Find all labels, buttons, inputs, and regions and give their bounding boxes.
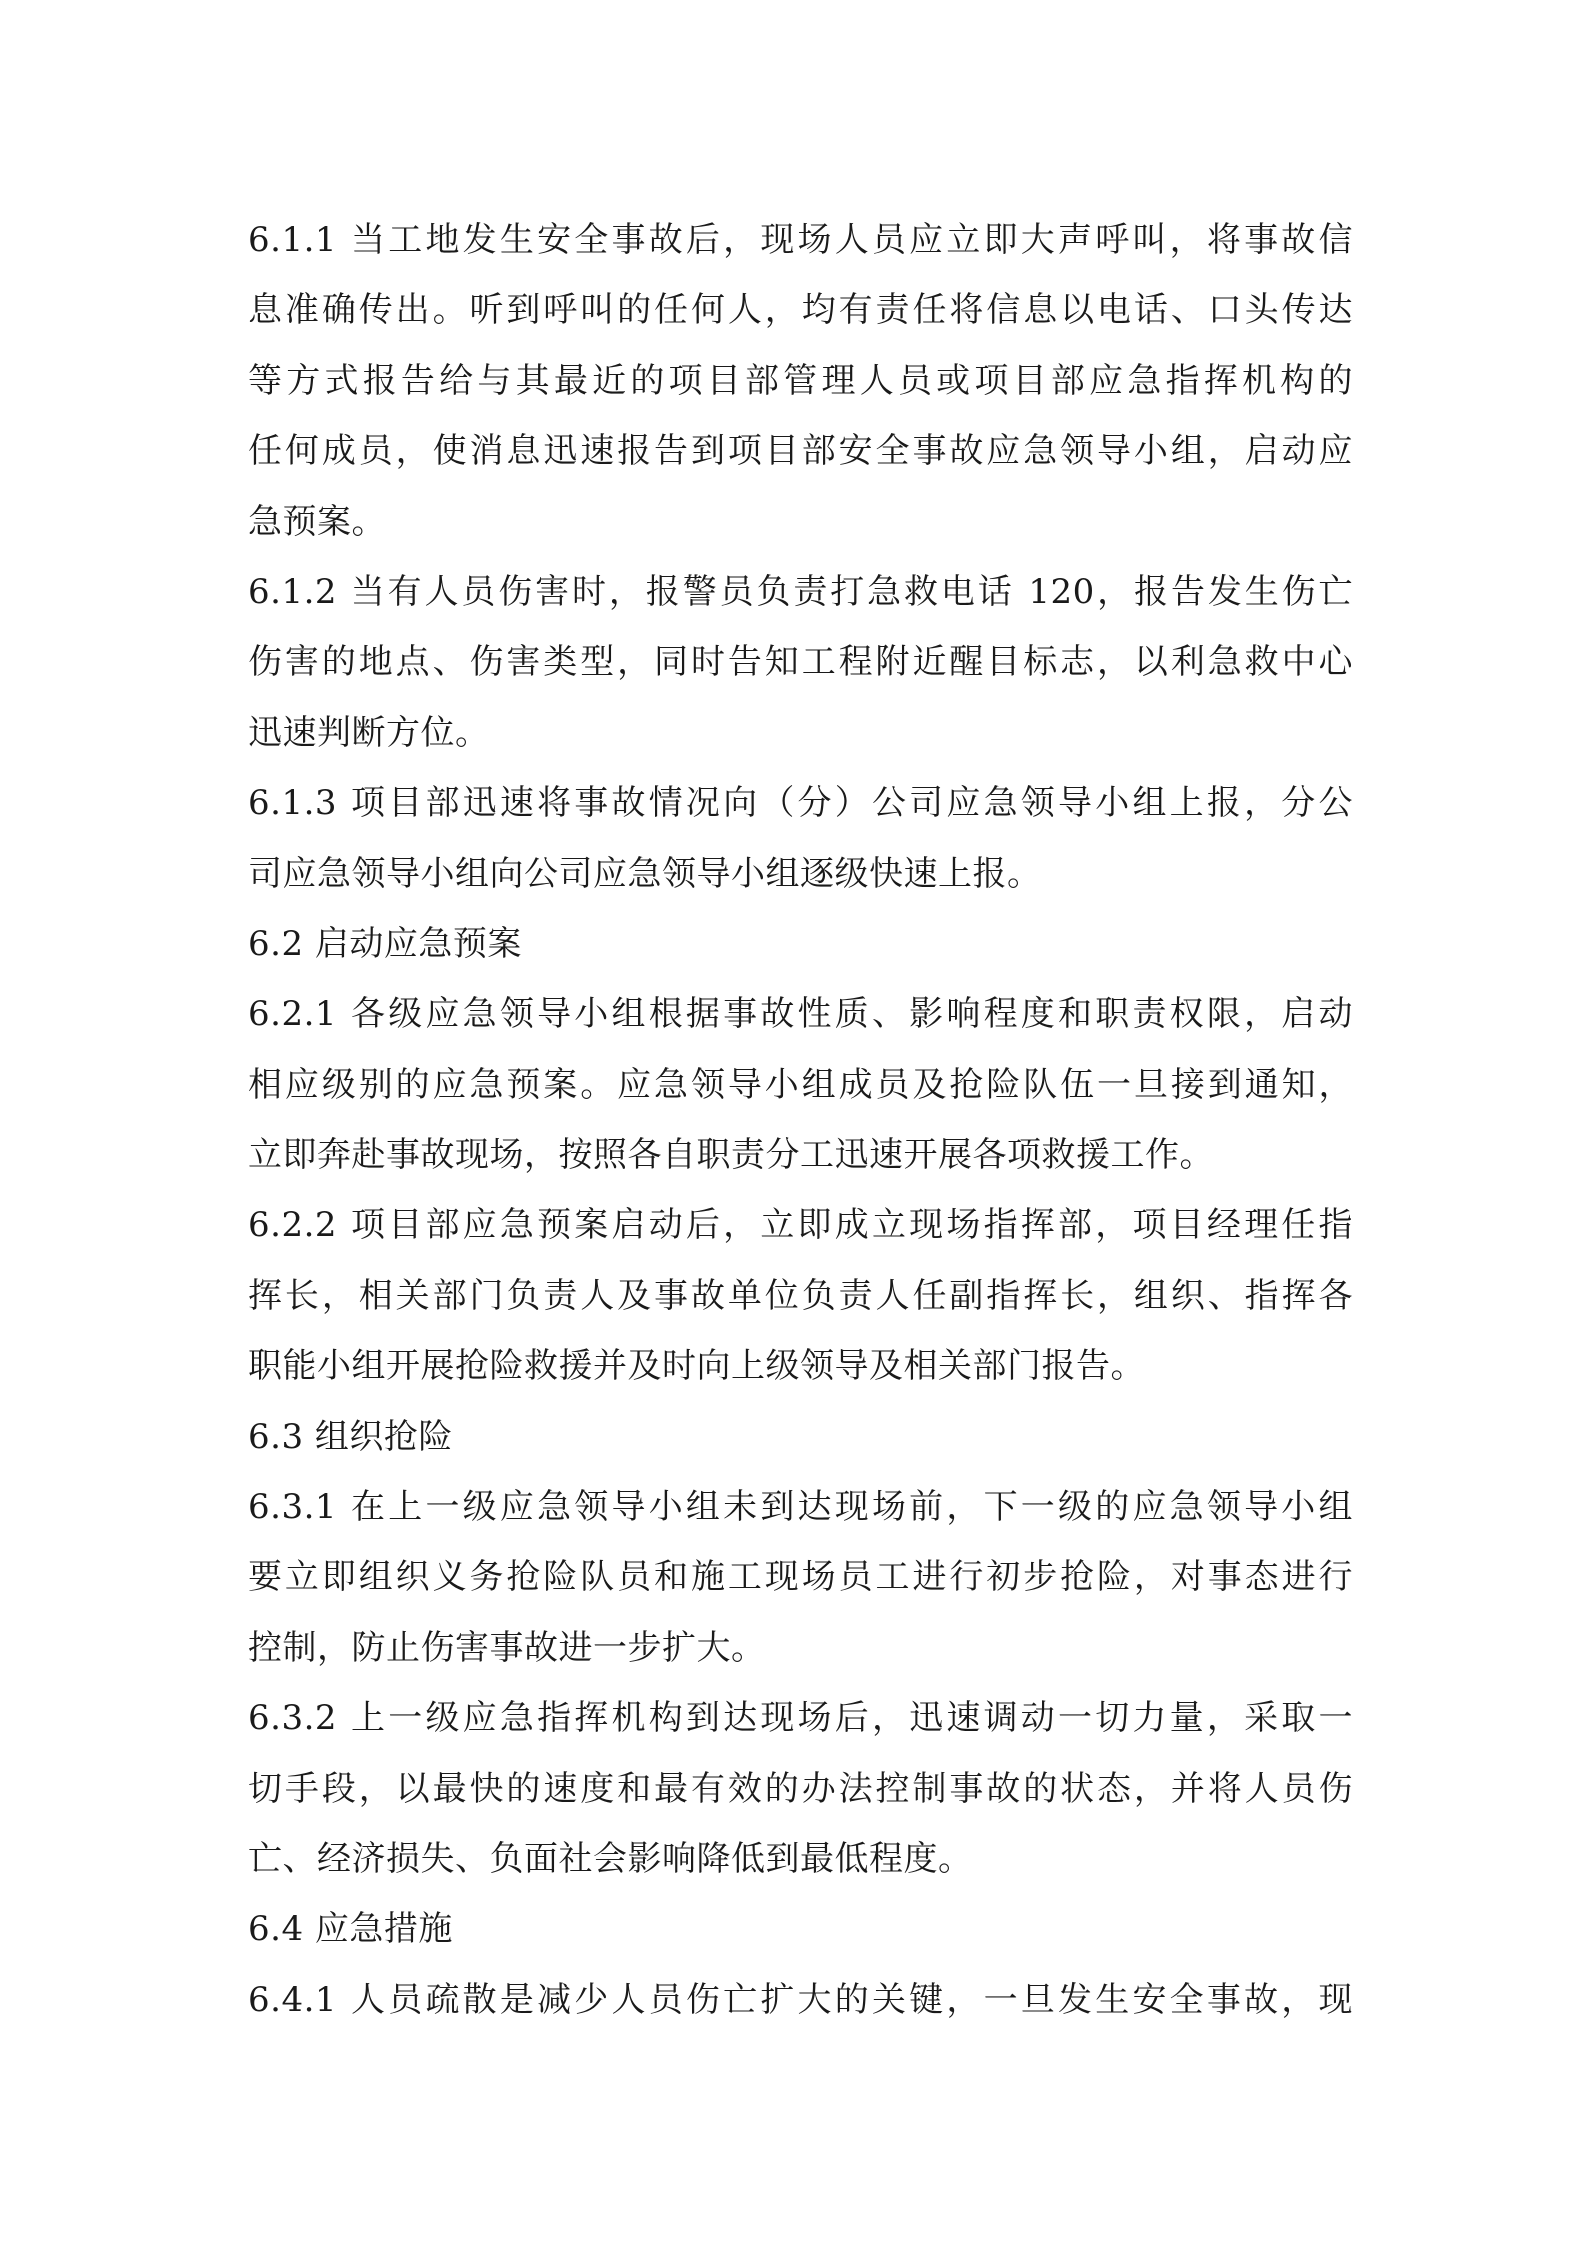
text-line: 亡、经济损失、负面社会影响降低到最低程度。 xyxy=(248,1838,973,1879)
text-line: 伤害的地点、伤害类型，同时告知工程附近醒目标志，以利急救中心 xyxy=(248,642,1353,683)
text-line: 6.2.1 各级应急领导小组根据事故性质、影响程度和职责权限，启动 xyxy=(248,994,1353,1035)
text-line: 6.4.1 人员疏散是减少人员伤亡扩大的关键，一旦发生安全事故，现 xyxy=(248,1979,1353,2020)
text-line: 相应级别的应急预案。应急领导小组成员及抢险队伍一旦接到通知， xyxy=(248,1064,1353,1105)
text-line: 急预案。 xyxy=(248,501,386,542)
section-heading: 6.2 启动应急预案 xyxy=(248,923,522,964)
text-line: 切手段，以最快的速度和最有效的办法控制事故的状态，并将人员伤 xyxy=(248,1768,1353,1809)
text-line: 6.1.1 当工地发生安全事故后，现场人员应立即大声呼叫，将事故信 xyxy=(248,220,1353,260)
text-line: 职能小组开展抢险救援并及时向上级领导及相关部门报告。 xyxy=(248,1346,1145,1387)
text-line: 迅速判断方位。 xyxy=(248,712,490,753)
text-line: 息准确传出。听到呼叫的任何人，均有责任将信息以电话、口头传达 xyxy=(248,290,1353,331)
text-line: 6.1.3 项目部迅速将事故情况向（分）公司应急领导小组上报，分公 xyxy=(248,783,1353,824)
text-line: 等方式报告给与其最近的项目部管理人员或项目部应急指挥机构的 xyxy=(248,360,1353,401)
text-line: 6.2.2 项目部应急预案启动后，立即成立现场指挥部，项目经理任指 xyxy=(248,1205,1353,1246)
text-line: 要立即组织义务抢险队员和施工现场员工进行初步抢险，对事态进行 xyxy=(248,1557,1353,1598)
text-line: 司应急领导小组向公司应急领导小组逐级快速上报。 xyxy=(248,853,1042,894)
section-heading: 6.4 应急措施 xyxy=(248,1909,453,1950)
text-line: 立即奔赴事故现场，按照各自职责分工迅速开展各项救援工作。 xyxy=(248,1135,1214,1176)
text-line: 6.3.2 上一级应急指挥机构到达现场后，迅速调动一切力量，采取一 xyxy=(248,1698,1353,1739)
text-line: 6.1.2 当有人员伤害时，报警员负责打急救电话 120，报告发生伤亡 xyxy=(248,571,1353,612)
document-body xyxy=(248,205,1353,2035)
text-line: 任何成员，使消息迅速报告到项目部安全事故应急领导小组，启动应 xyxy=(248,431,1353,472)
text-line: 6.3.1 在上一级应急领导小组未到达现场前，下一级的应急领导小组 xyxy=(248,1487,1353,1528)
text-line: 挥长，相关部门负责人及事故单位负责人任副指挥长，组织、指挥各 xyxy=(248,1275,1353,1316)
section-heading: 6.3 组织抢险 xyxy=(248,1416,453,1457)
text-line: 控制，防止伤害事故进一步扩大。 xyxy=(248,1627,766,1668)
